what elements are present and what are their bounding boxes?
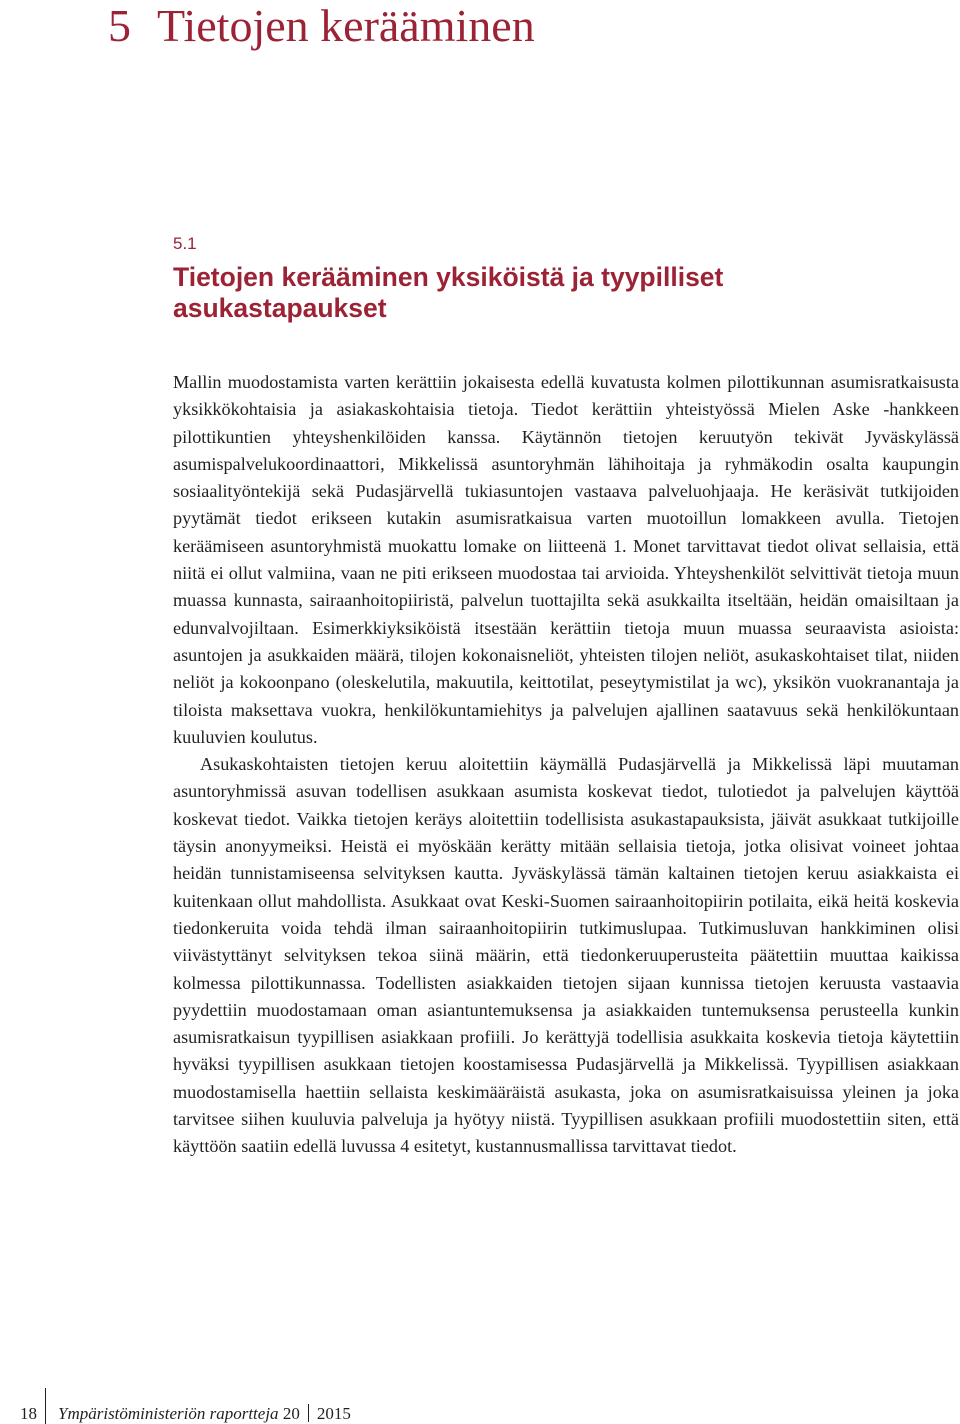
- publication-issue: 20: [282, 1404, 300, 1423]
- chapter-heading: [108, 0, 535, 52]
- footer-divider: [45, 1388, 46, 1424]
- publication-year: 2015: [316, 1404, 351, 1423]
- section-number: 5.1: [173, 234, 197, 253]
- publication-series: Ympäristöministeriön raportteja: [58, 1404, 279, 1423]
- paragraph-1: Mallin muodostamista varten kerättiin jokaisesta edellä kuvatusta kolmen pilottikunnan asumisratkaisusta yksikkökohtaisia ja asiakaskohtaisia tietoja. Tiedot kerättiin yhteistyössä Mielen Aske -hankkeen pilottikuntien yhteyshenkilöiden kanssa. Käytännön tietojen keruutyön tekivät Jyväskylässä asumispalvelukoordinaattori, Mikkelissä asuntoryhmän lähihoitaja ja ryhmäkodin osalta kaupungin sosiaalityöntekijä sekä Pudasjärvellä tukiasuntojen vastaava palveluohjaaja. He keräsivät tutkijoiden pyytämät tiedot erikseen kutakin asumisratkaisua varten muotoillun lomakkeen avulla. Tietojen keräämiseen asuntoryhmistä muokattu lomake on liitteenä 1. Monet tarvittavat tiedot olivat sellaisia, että niitä ei ollut valmiina, vaan ne piti erikseen muodostaa tai arvioida. Yhteyshenkilöt selvittivät tietoja muun muassa kunnasta, sairaanhoitopiiristä, palvelun tuottajilta sekä asukkailta itseltään, heidän omaisiltaan ja edunvalvojiltaan. Esimerkkiyksiköistä itsestään kerättiin tietoja muun muassa seuraavista asioista: asuntojen ja asukkaiden määrä, tilojen kokonaisneliöt, yhteisten tilojen neliöt, asukaskohtaiset tilat, niiden neliöt ja kokoonpano (oleskelutila, makuutila, keittotilat, peseytymistilat ja wc), yksikön vuokranantaja ja tiloista maksettava vuokra, henkilökuntamiehitys ja palvelujen ajallinen saatavuus sekä henkilökuntaan kuuluvien koulutus.: [173, 372, 959, 747]
- section-title: Tietojen kerääminen yksiköistä ja tyypilliset asukastapaukset: [173, 262, 724, 323]
- paragraph-2: Asukaskohtaisten tietojen keruu aloitettiin käymällä Pudasjärvellä ja Mikkelissä läpi muutaman asuntoryhmissä asuvan todellisen asukkaan asumista koskevat tiedot, tulotiedot ja palvelujen käyttöä koskevat tiedot. Vaikka tietojen keräys aloitettiin todellisista asukastapauksista, jäivät asukkaat tutkijoille täysin anonyymeiksi. Heistä ei myöskään kerätty mitään sellaisia tietoja, jotka olisivat voineet johtaa heidän tunnistamiseensa selvityksen kautta. Jyväskylässä tämän kaltainen tietojen keruu asiakkaista ei kuitenkaan ollut mahdollista. Asukkaat ovat Keski-Suomen sairaanhoitopiirin potilaita, eikä heitä koskevia tiedonkeruita voida tehdä ilman sairaanhoitopiirin tutkimuslupaa. Tutkimusluvan hankkiminen olisi viivästyttänyt selvityksen tekoa siinä määrin, että tiedonkeruuperusteita päätettiin muuttaa kaikissa kolmessa pilottikunnassa. Todellisten asiakkaiden tietojen sijaan kunnissa tietojen keruusta vastaavia pyydettiin muodostamaan oman asiantuntemuksensa ja asiakkaiden tuntemuksensa perusteella kunkin asumisratkaisun tyypillisen asiakkaan profiili. Jo kerättyjä todellisia asukkaita koskevia tietoja käytettiin hyväksi tyypillisen asukkaan tietojen koostamisessa Pudasjärvellä ja Mikkelissä. Tyypillisen asiakkaan muodostamisella haettiin sellaista keskimääräistä asukasta, joka on asumisratkaisuissa yleinen ja joka tarvitsee siihen kuuluvia palveluja ja hyötyy niistä. Tyypillisen asukkaan profiili muodostettiin siten, että käyttöön saatiin edellä luvussa 4 esitetyt, kustannusmallissa tarvittavat tiedot.: [173, 754, 959, 1157]
- issue-year-divider: [308, 1404, 309, 1422]
- chapter-title: Tietojen kerääminen: [157, 0, 535, 51]
- publication-info: [58, 1404, 351, 1424]
- body-text: [173, 369, 959, 1161]
- page-number: 18: [20, 1404, 37, 1423]
- page-footer: [0, 1388, 960, 1424]
- chapter-number: 5: [108, 0, 131, 51]
